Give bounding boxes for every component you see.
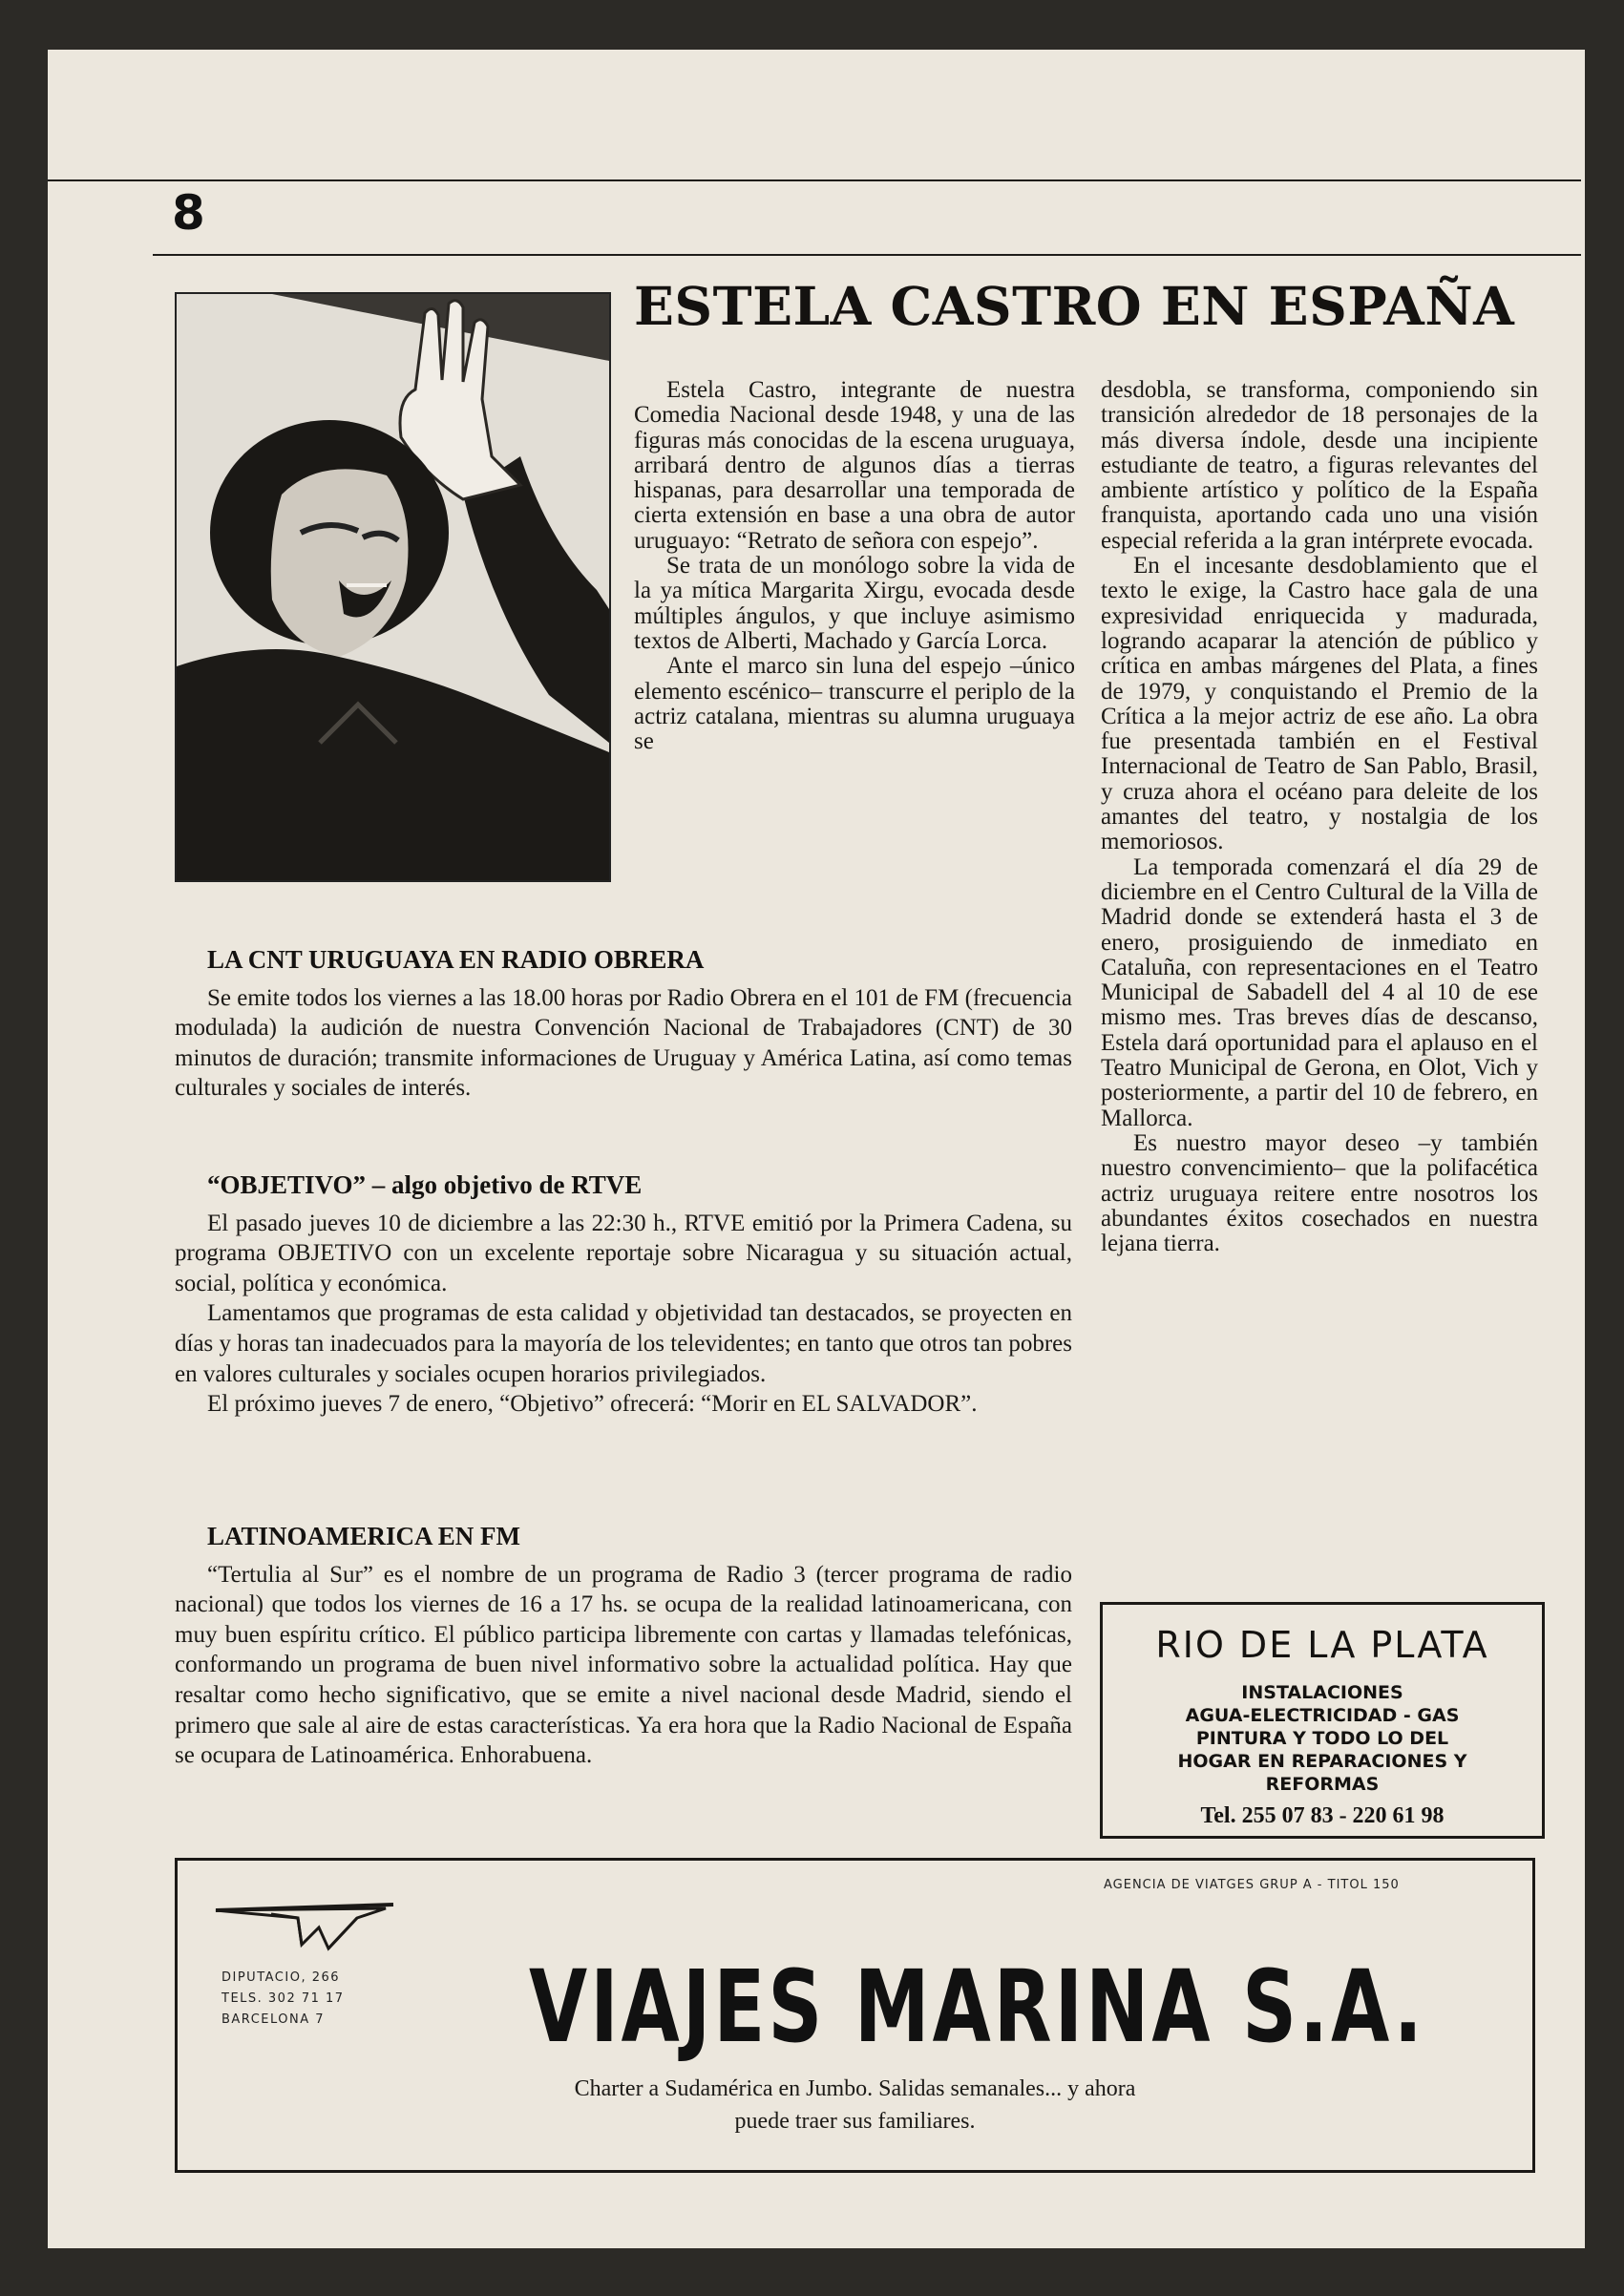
section-paragraph: El próximo jueves 7 de enero, “Objetivo” ofrecerá: “Morir en EL SALVADOR”.	[207, 1391, 978, 1418]
ad-rio-line: PINTURA Y TODO LO DEL	[1195, 1728, 1449, 1749]
news-section-latinoamerica	[175, 1522, 1072, 1771]
article-paragraph: Ante el marco sin luna del espejo –único elemento escénico– transcurre el periplo de la actriz catalana, mientras su alumna uruguaya se	[634, 653, 1075, 755]
article-column-1	[634, 378, 1075, 754]
section-paragraph: Lamentamos que programas de esta calidad y objetividad tan destacados, se proyecten en días y horas tan inadecuados para la mayoría de los televidentes; en tanto que otros tan pobres en valores culturales y sociales ocupen horarios privilegiados.	[175, 1300, 1072, 1387]
article-paragraph: Estela Castro, integrante de nuestra Comedia Nacional desde 1948, y una de las figuras más conocidas de la escena uruguaya, arribará dentro de algunos días a tierras hispanas, para desarrollar una temporada de cierta extensión en base a una obra de autor uruguayo: “Retrato de señora con espejo”.	[634, 377, 1075, 554]
article-title: ESTELA CASTRO EN ESPAÑA	[634, 275, 1515, 337]
article-paragraph: Se trata de un monólogo sobre la vida de la ya mítica Margarita Xirgu, evocada desde múltiples ángulos, y que incluye asimismo textos de Alberti, Machado y García Lorca.	[634, 553, 1075, 654]
ad-slogan	[178, 2073, 1532, 2138]
ad-address-line: TELS. 302 71 17	[221, 1991, 345, 2006]
ad-rio-line: INSTALACIONES	[1241, 1682, 1403, 1703]
airline-logo-icon	[214, 1889, 395, 1956]
section-heading: LATINOAMERICA EN FM	[207, 1522, 521, 1550]
ad-company-name: VIAJES MARINA S.A.	[529, 1948, 1425, 2065]
section-heading: “OBJETIVO” – algo objetivo de RTVE	[207, 1170, 643, 1199]
article-column-2	[1101, 378, 1538, 1256]
actress-photo	[175, 292, 611, 882]
ad-rio-line: REFORMAS	[1265, 1774, 1380, 1795]
ad-rio-name: RIO DE LA PLATA	[1155, 1624, 1489, 1666]
top-rule	[48, 179, 1581, 181]
ad-rio-line: HOGAR EN REPARACIONES Y	[1177, 1751, 1467, 1772]
section-heading: LA CNT URUGUAYA EN RADIO OBRERA	[207, 945, 705, 974]
ad-address	[221, 1968, 345, 2031]
ad-slogan-line: puede traer sus familiares.	[734, 2109, 976, 2134]
article-paragraph: Es nuestro mayor deseo –y también nuestro convencimiento– que la polifacética actriz uruguaya reitere entre nosotros los abundantes éxitos cosechados en nuestra lejana tierra.	[1101, 1129, 1538, 1257]
ad-slogan-line: Charter a Sudamérica en Jumbo. Salidas semanales... y ahora	[574, 2076, 1136, 2101]
actress-illustration	[177, 294, 609, 880]
ad-rio-line: AGUA-ELECTRICIDAD - GAS	[1185, 1705, 1460, 1726]
section-paragraph: Se emite todos los viernes a las 18.00 horas por Radio Obrera en el 101 de FM (frecuencia modulada) la audición de nuestra Convención Nacional de Trabajadores (CNT) de 30 minutos de duración; transmite informaciones de Uruguay y América Latina, así como temas culturales y sociales de interés.	[175, 984, 1072, 1102]
section-paragraph: “Tertulia al Sur” es el nombre de un programa de Radio 3 (tercer programa de radio nacional) que todos los viernes de 16 a 17 hs. se ocupa de la realidad latinoamericana, con muy buen espíritu crítico. El público participa libremente con cartas y llamadas telefónicas, conformando un programa de buen nivel informativo sobre la actualidad política. Hay que resaltar como hecho significativo, que se emite a nivel nacional desde Madrid, siendo el primero que sale al aire de estas características. Ya era hora que la Radio Nacional de España se ocupara de Latinoamérica. Enhorabuena.	[175, 1561, 1072, 1769]
ad-address-line: DIPUTACIO, 266	[221, 1970, 341, 1985]
section-paragraph: El pasado jueves 10 de diciembre a las 22:30 h., RTVE emitió por la Primera Cadena, su programa OBJETIVO con un excelente reportaje sobre Nicaragua y su situación actual, social, política y económica.	[175, 1210, 1072, 1296]
article-paragraph: desdobla, se transforma, componiendo sin transición alrededor de 18 personajes de la más diversa índole, desde una incipiente estudiante de teatro, a figuras relevantes del ambiente artístico y político de la España franquista, aportando cada uno una visión especial referida a la gran intérprete evocada.	[1101, 377, 1538, 554]
ad-rio-services	[1103, 1681, 1542, 1796]
article-paragraph: En el incesante desdoblamiento que el texto le exige, la Castro hace gala de una expresividad enriquecida y madurada, logrando acaparar la atención de público y crítica en ambas márgenes del Plata, a fines de 1979, y conquistando el Premio de la Crítica a la mejor actriz de ese año. La obra fue presentada también en el Festival Internacional de Teatro de San Pablo, Brasil, y cruza ahora el océano para deleite de los amantes del teatro, y nostalgia de los memoriosos.	[1101, 553, 1538, 855]
ad-rio-de-la-plata	[1100, 1602, 1545, 1839]
article-paragraph: La temporada comenzará el día 29 de diciembre en el Centro Cultural de la Villa de Madrid donde se extenderá hasta el 3 de enero, prosiguiendo de inmediato en Cataluña, con representaciones en el Teatro Municipal de Sabadell del 4 al 10 de ese mismo mes. Tras breves días de descanso, Estela dará oportunidad para el aplauso en el Teatro Municipal de Gerona, en Olot, Vich y posteriormente, a partir del 10 de febrero, en Mallorca.	[1101, 853, 1538, 1131]
ad-rio-phone: Tel. 255 07 83 - 220 61 98	[1200, 1803, 1445, 1828]
header-rule	[153, 254, 1581, 256]
news-section-objetivo	[175, 1170, 1072, 1420]
news-section-cnt	[175, 945, 1072, 1104]
ad-viajes-marina	[175, 1858, 1535, 2173]
ad-agency-line: AGENCIA DE VIATGES GRUP A - TITOL 150	[1104, 1878, 1400, 1892]
page-number: 8	[172, 185, 205, 241]
ad-address-line: BARCELONA 7	[221, 2012, 326, 2027]
